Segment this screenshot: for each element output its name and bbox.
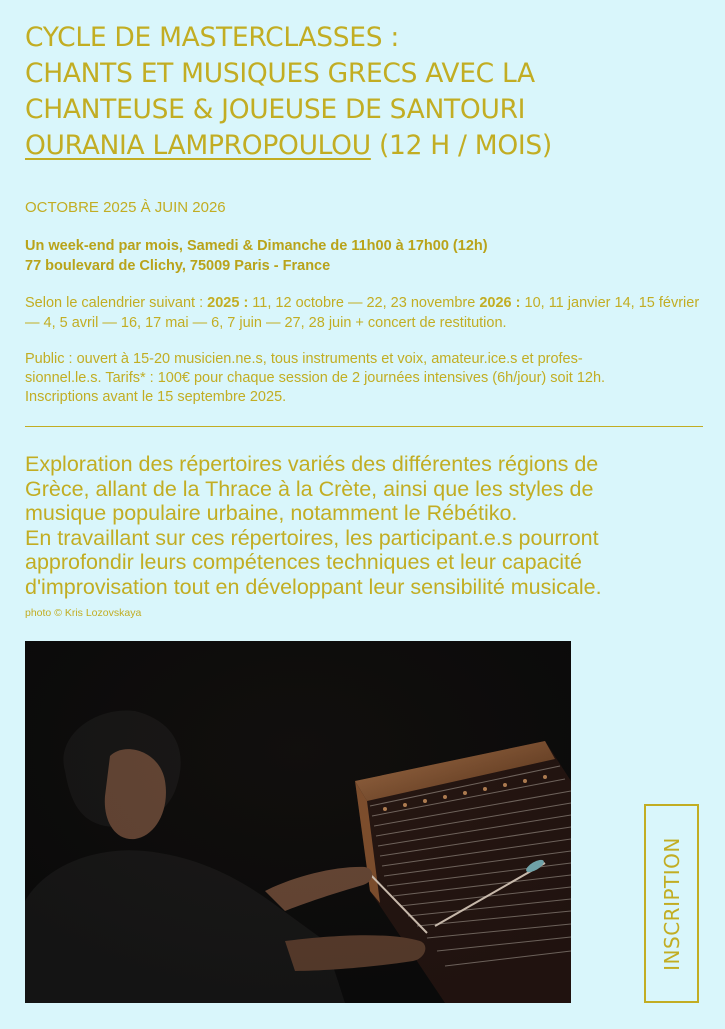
public-line-3: Inscriptions avant le 15 septembre 2025. — [25, 389, 287, 405]
description-line-3: musique populaire urbaine, notamment le Rébétiko. — [25, 501, 518, 525]
inscription-button[interactable] — [644, 804, 699, 1003]
calendar-year-2026: 2026 : — [479, 295, 521, 311]
description-line-4: En travaillant sur ces répertoires, les participant.e.s pourront — [25, 525, 599, 550]
photo-illustration — [25, 641, 571, 1003]
calendar-2025-dates: 11, 12 octobre — 22, 23 novembre — [248, 295, 480, 311]
public-info — [25, 350, 715, 407]
artist-name-link[interactable]: OURANIA LAMPROPOULOU — [25, 130, 371, 161]
season-dates: OCTOBRE 2025 À JUIN 2026 — [25, 199, 226, 216]
photo-credit: photo © Kris Lozovskaya — [25, 607, 142, 619]
title-line-2: CHANTS ET MUSIQUES GRECS AVEC LA — [25, 58, 535, 89]
description-line-5: approfondir leurs compétences techniques et leur capacité — [25, 550, 582, 574]
description-line-1: Exploration des répertoires variés des différentes régions de — [25, 452, 599, 476]
public-line-1: Public : ouvert à 15-20 musicien.ne.s, tous instruments et voix, amateur.ice.s et profes- — [25, 351, 583, 367]
inscription-label: INSCRIPTION — [659, 836, 684, 971]
calendar-2026-dates: 10, 11 janvier 14, 15 février — 4, 5 avril — 16, 17 mai — 6, 7 juin — 27, 28 juin + concert de restitution. — [25, 295, 700, 331]
schedule-info — [25, 236, 705, 276]
page-title — [25, 20, 715, 164]
description-line-2: Grèce, allant de la Thrace à la Crète, ainsi que les styles de — [25, 476, 594, 501]
santouri-player-photo — [25, 641, 571, 1003]
schedule-address: 77 boulevard de Clichy, 75009 Paris - France — [25, 258, 331, 274]
calendar-text — [25, 293, 715, 333]
title-line-4 — [25, 128, 715, 164]
description-text — [25, 452, 715, 599]
public-line-2: sionnel.le.s. Tarifs* : 100€ pour chaque session de 2 journées intensives (6h/jour) soit 12h. — [25, 370, 606, 386]
section-divider — [25, 426, 703, 427]
title-line-1: CYCLE DE MASTERCLASSES : — [25, 22, 399, 53]
calendar-year-2025: 2025 : — [207, 295, 249, 311]
calendar-intro: Selon le calendrier suivant : — [25, 295, 208, 311]
title-line-3: CHANTEUSE & JOUEUSE DE SANTOURI — [25, 94, 526, 125]
description-line-6: d'improvisation tout en développant leur sensibilité musicale. — [25, 574, 602, 599]
schedule-time: Un week-end par mois, Samedi & Dimanche de 11h00 à 17h00 (12h) — [25, 238, 488, 254]
title-hours: (12 H / MOIS) — [370, 130, 552, 161]
